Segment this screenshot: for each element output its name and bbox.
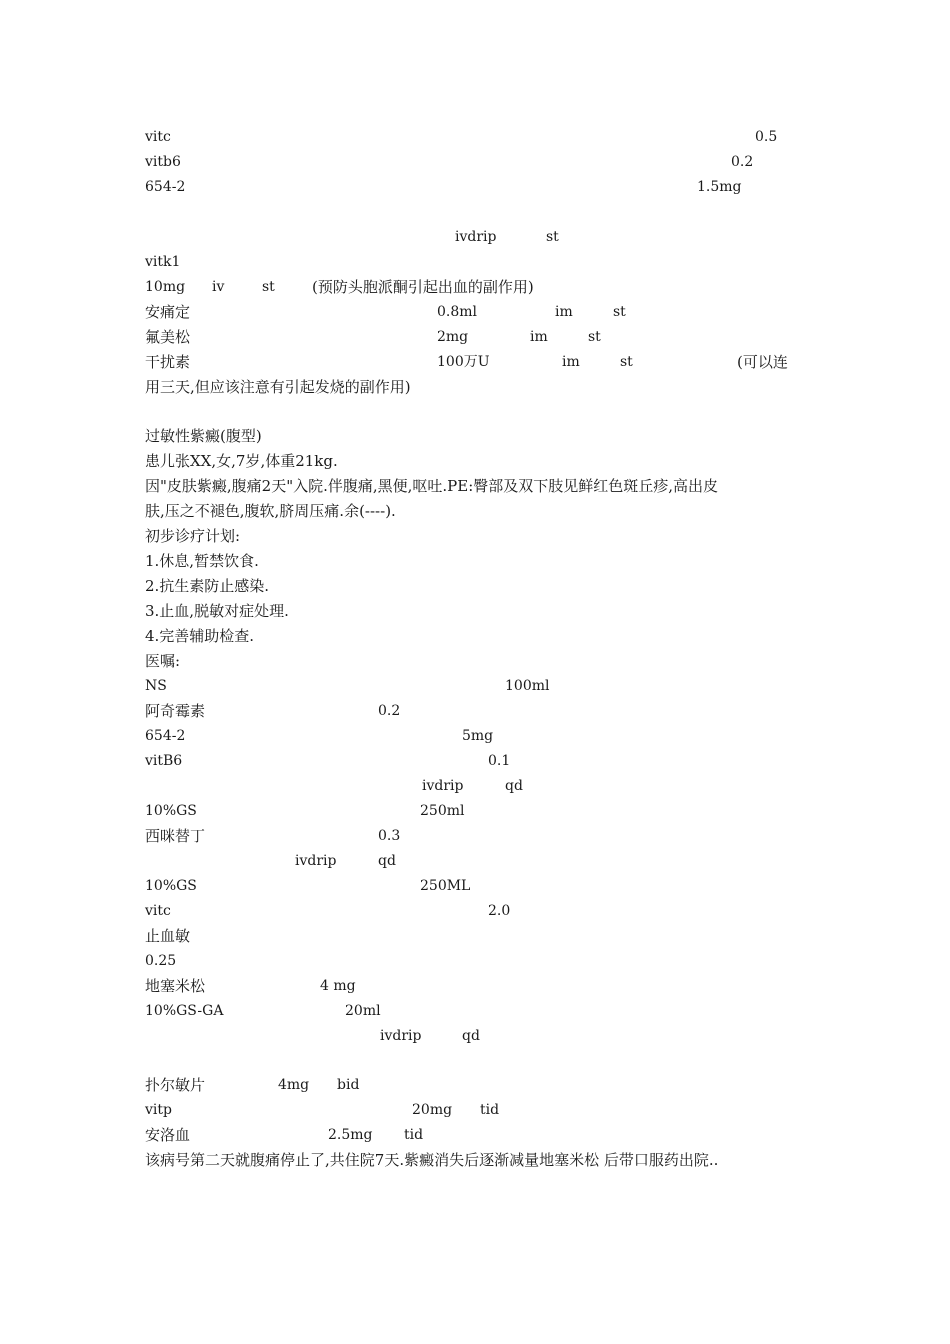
text: 该病号第二天就腹痛停止了,共住院7天.紫癜消失后逐渐减量地塞米松 后带口服药出院..: [145, 1151, 719, 1169]
text: 0.2: [378, 703, 401, 719]
text: 654-2: [145, 179, 186, 195]
heading: 过敏性紫癜(腹型): [145, 427, 262, 445]
text: 患儿张XX,女,7岁,体重21kg.: [145, 452, 338, 470]
text: 1.5mg: [697, 179, 742, 195]
text: 干扰素: [145, 353, 191, 371]
text: ivdrip: [455, 229, 497, 245]
text: 2mg: [437, 329, 469, 345]
text: (可以连: [737, 353, 788, 371]
text: qd: [462, 1028, 480, 1044]
text: vitB6: [145, 753, 183, 769]
text: 4 mg: [320, 978, 356, 994]
text: 4mg: [278, 1077, 310, 1093]
text: ivdrip: [380, 1028, 422, 1044]
text: st: [613, 304, 626, 320]
text: 安洛血: [145, 1126, 191, 1144]
text: ivdrip: [422, 778, 464, 794]
text: 0.3: [378, 828, 401, 844]
text: 0.1: [488, 753, 511, 769]
text: 10%GS: [145, 878, 197, 894]
text: im: [555, 304, 573, 320]
text: 100ml: [505, 678, 550, 694]
text: vitb6: [145, 154, 181, 170]
text: 2.0: [488, 903, 511, 919]
text: 肤,压之不褪色,腹软,脐周压痛.余(----).: [145, 502, 396, 520]
text: 扑尔敏片: [145, 1076, 206, 1094]
text: 1.休息,暂禁饮食.: [145, 552, 259, 570]
text: vitp: [145, 1102, 172, 1118]
text: 654-2: [145, 728, 186, 744]
text: st: [546, 229, 559, 245]
text: 初步诊疗计划:: [145, 527, 241, 545]
text: 10%GS: [145, 803, 197, 819]
text: 3.止血,脱敏对症处理.: [145, 602, 289, 620]
text: vitc: [145, 903, 171, 919]
text: 5mg: [462, 728, 494, 744]
text: ivdrip: [295, 853, 337, 869]
text: 250ML: [420, 878, 471, 894]
text: 10mg: [145, 279, 186, 295]
text: qd: [505, 778, 523, 794]
text: 20mg: [412, 1102, 453, 1118]
text: st: [620, 354, 633, 370]
text: qd: [378, 853, 396, 869]
text: bid: [337, 1077, 360, 1093]
text: 地塞米松: [145, 977, 206, 995]
text: im: [530, 329, 548, 345]
text: 100万U: [437, 354, 490, 370]
text: iv: [212, 279, 225, 295]
text: 阿奇霉素: [145, 702, 206, 720]
text: 10%GS-GA: [145, 1003, 224, 1019]
text: 医嘱:: [145, 652, 181, 670]
text: 250ml: [420, 803, 465, 819]
text: 西咪替丁: [145, 827, 206, 845]
text: st: [588, 329, 601, 345]
text: 0.5: [755, 129, 778, 145]
text: 氟美松: [145, 328, 191, 346]
text: 用三天,但应该注意有引起发烧的副作用): [145, 378, 411, 396]
text: tid: [480, 1102, 500, 1118]
text: tid: [404, 1127, 424, 1143]
text: (预防头胞派酮引起出血的副作用): [312, 278, 534, 296]
text: 0.25: [145, 953, 177, 969]
text: 因"皮肤紫癜,腹痛2天"入院.伴腹痛,黑便,呕吐.PE:臀部及双下肢见鲜红色斑丘疹,高出皮: [145, 477, 719, 495]
text: vitk1: [145, 254, 181, 270]
text: 安痛定: [145, 303, 191, 321]
text: 2.5mg: [328, 1127, 373, 1143]
text: st: [262, 279, 275, 295]
text: 20ml: [345, 1003, 381, 1019]
text: 0.2: [731, 154, 754, 170]
text: NS: [145, 678, 167, 694]
text: im: [562, 354, 580, 370]
text: vitc: [145, 129, 171, 145]
text: 0.8ml: [437, 304, 478, 320]
text: 2.抗生素防止感染.: [145, 577, 270, 595]
text: 4.完善辅助检查.: [145, 627, 255, 645]
text: 止血敏: [145, 927, 191, 945]
